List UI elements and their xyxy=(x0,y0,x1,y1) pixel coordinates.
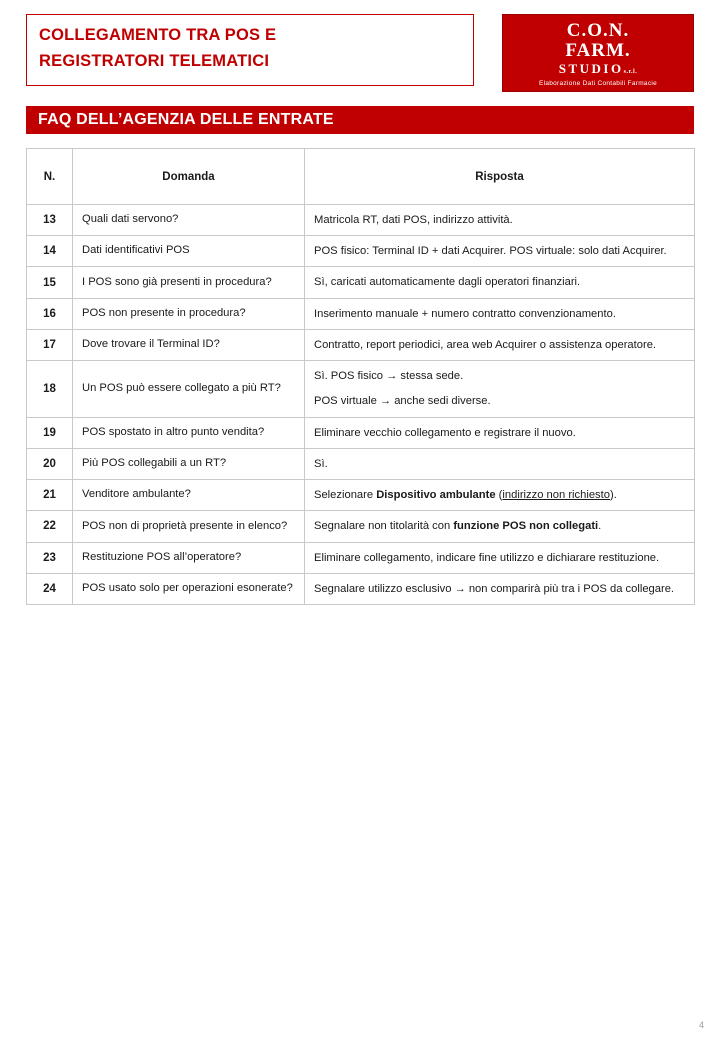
cell-number: 20 xyxy=(27,448,73,479)
logo-studio-label: STUDIO xyxy=(558,61,624,77)
cell-answer: Contratto, report periodici, area web Acquirer o assistenza operatore. xyxy=(305,329,695,360)
table-row xyxy=(27,417,695,448)
column-header-question: Domanda xyxy=(73,149,305,205)
company-logo xyxy=(502,14,694,92)
logo-line-2: FARM. xyxy=(565,39,631,61)
cell-question: Quali dati servono? xyxy=(73,205,305,236)
cell-number: 19 xyxy=(27,417,73,448)
page-header xyxy=(26,14,694,92)
table-row xyxy=(27,236,695,267)
cell-question: Restituzione POS all’operatore? xyxy=(73,542,305,573)
cell-answer: Segnalare utilizzo esclusivo → non comparirà più tra i POS da collegare. xyxy=(305,573,695,604)
cell-answer: Selezionare Dispositivo ambulante (indirizzo non richiesto). xyxy=(305,480,695,511)
table-header-row xyxy=(27,149,695,205)
table-row xyxy=(27,573,695,604)
cell-question: I POS sono già presenti in procedura? xyxy=(73,267,305,298)
cell-answer: Inserimento manuale + numero contratto convenzionamento. xyxy=(305,298,695,329)
cell-number: 22 xyxy=(27,511,73,542)
cell-question: Un POS può essere collegato a più RT? xyxy=(73,361,305,417)
cell-number: 17 xyxy=(27,329,73,360)
cell-answer: Matricola RT, dati POS, indirizzo attività. xyxy=(305,205,695,236)
page-title xyxy=(26,14,474,86)
table-row xyxy=(27,298,695,329)
page-number: 4 xyxy=(698,1020,704,1030)
cell-answer: Eliminare collegamento, indicare fine utilizzo e dichiarare restituzione. xyxy=(305,542,695,573)
cell-answer: Sì. POS fisico → stessa sede. POS virtuale → anche sedi diverse. xyxy=(305,361,695,417)
faq-table-body xyxy=(27,205,695,605)
logo-srl-label: s.r.l. xyxy=(623,69,638,76)
cell-question: POS non presente in procedura? xyxy=(73,298,305,329)
column-header-answer: Risposta xyxy=(305,149,695,205)
table-row xyxy=(27,511,695,542)
cell-number: 16 xyxy=(27,298,73,329)
cell-question: POS usato solo per operazioni esonerate? xyxy=(73,573,305,604)
cell-number: 13 xyxy=(27,205,73,236)
table-row xyxy=(27,361,695,417)
cell-number: 23 xyxy=(27,542,73,573)
section-banner-label: FAQ DELL’AGENZIA DELLE ENTRATE xyxy=(38,111,334,128)
cell-number: 18 xyxy=(27,361,73,417)
logo-subtitle: Elaborazione Dati Contabili Farmacie xyxy=(538,80,658,88)
cell-answer: Sì. xyxy=(305,448,695,479)
cell-question: Più POS collegabili a un RT? xyxy=(73,448,305,479)
table-row xyxy=(27,448,695,479)
cell-number: 24 xyxy=(27,573,73,604)
cell-answer: POS fisico: Terminal ID + dati Acquirer. POS virtuale: solo dati Acquirer. xyxy=(305,236,695,267)
cell-number: 15 xyxy=(27,267,73,298)
table-row xyxy=(27,329,695,360)
cell-question: Venditore ambulante? xyxy=(73,480,305,511)
page-title-line-2: REGISTRATORI TELEMATICI xyxy=(39,51,270,70)
column-header-number: N. xyxy=(27,149,73,205)
cell-answer: Segnalare non titolarità con funzione POS non collegati. xyxy=(305,511,695,542)
faq-table xyxy=(26,148,695,605)
cell-answer: Sì, caricati automaticamente dagli operatori finanziari. xyxy=(305,267,695,298)
table-row xyxy=(27,267,695,298)
page-title-line-1: COLLEGAMENTO TRA POS E xyxy=(39,26,277,44)
section-banner xyxy=(26,106,694,134)
table-row xyxy=(27,542,695,573)
cell-question: POS non di proprietà presente in elenco? xyxy=(73,511,305,542)
table-row xyxy=(27,205,695,236)
cell-question: Dati identificativi POS xyxy=(73,236,305,267)
cell-answer: Eliminare vecchio collegamento e registrare il nuovo. xyxy=(305,417,695,448)
cell-question: POS spostato in altro punto vendita? xyxy=(73,417,305,448)
logo-studio-text xyxy=(559,61,637,77)
logo-line-1: C.O.N. xyxy=(566,19,630,41)
table-row xyxy=(27,480,695,511)
cell-question: Dove trovare il Terminal ID? xyxy=(73,329,305,360)
cell-number: 14 xyxy=(27,236,73,267)
cell-number: 21 xyxy=(27,480,73,511)
